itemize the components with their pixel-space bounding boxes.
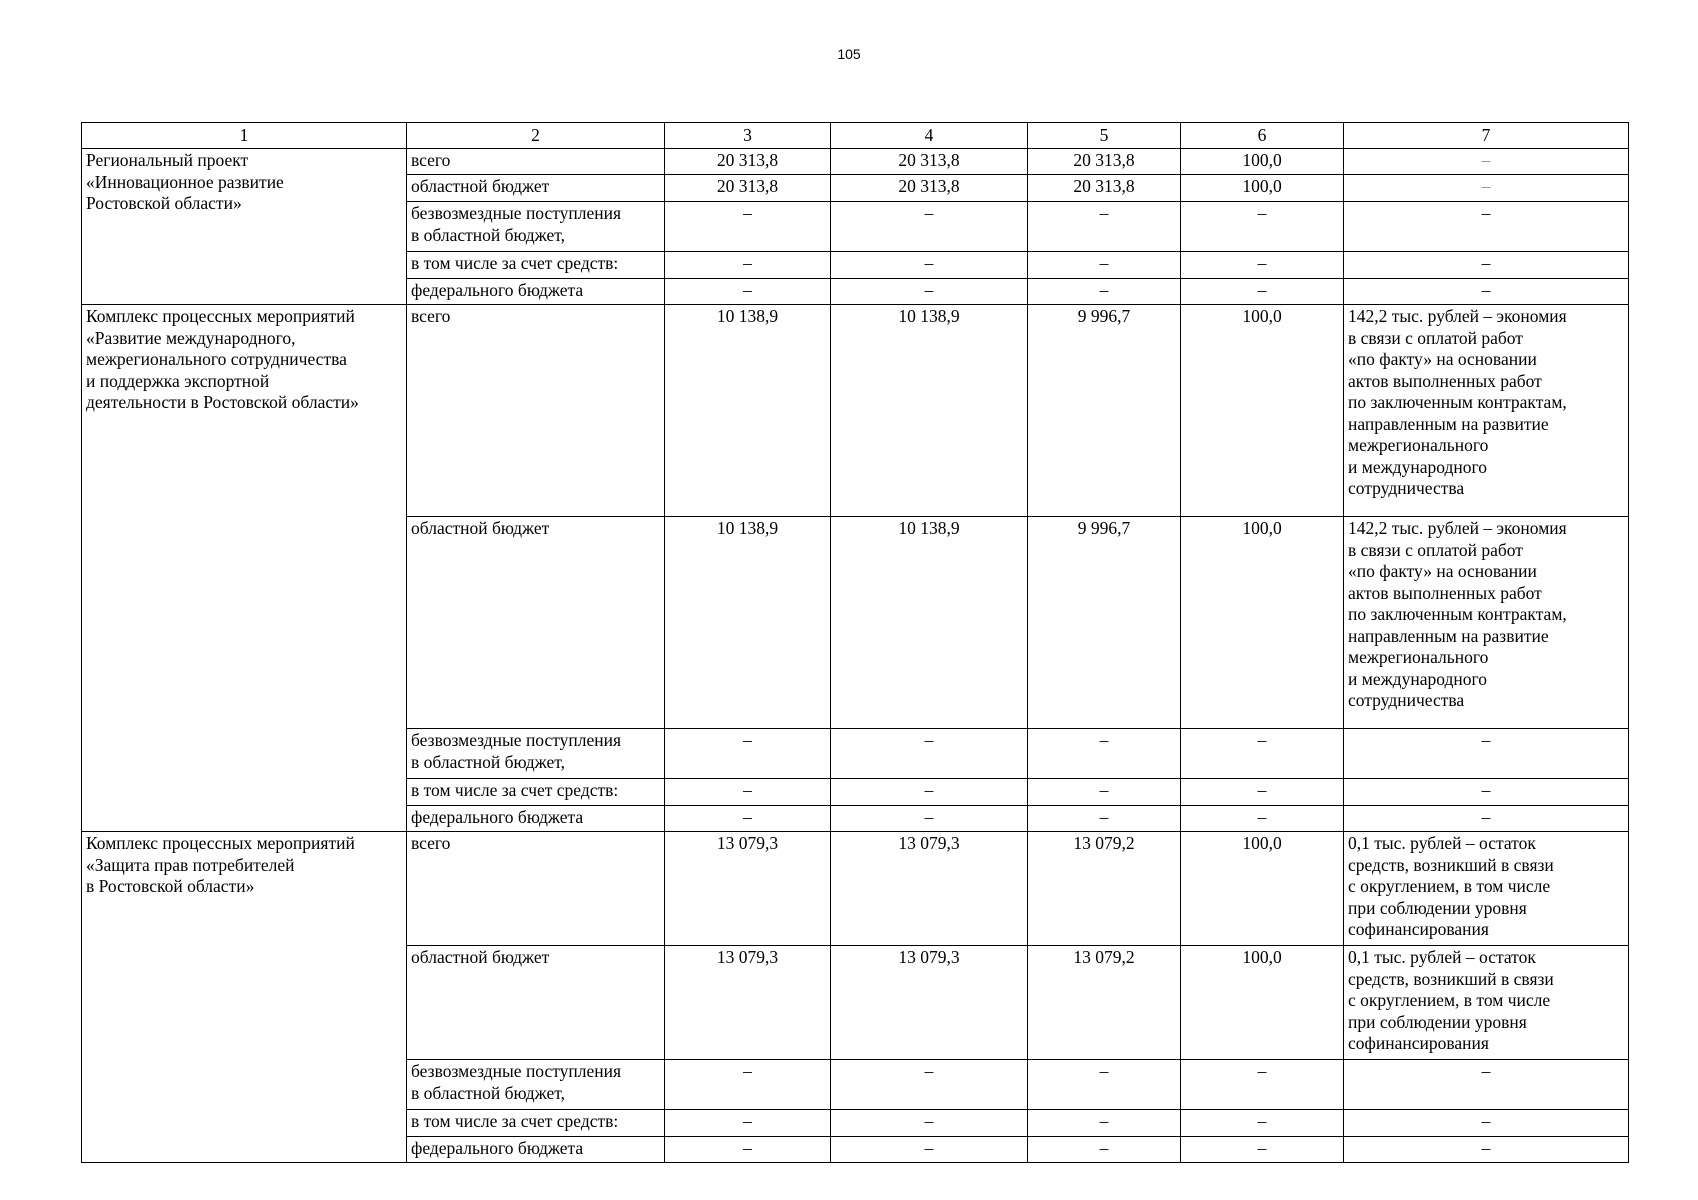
value-cell-c4: – <box>831 729 1028 779</box>
value-cell-c6: – <box>1181 779 1344 806</box>
column-header: 5 <box>1028 123 1181 149</box>
value-cell-c5: – <box>1028 1110 1181 1137</box>
value-cell-c4: – <box>831 806 1028 832</box>
value-cell-c5: 13 079,2 <box>1028 946 1181 1060</box>
value-cell-c6: 100,0 <box>1181 946 1344 1060</box>
value-cell-c6: – <box>1181 202 1344 252</box>
value-cell-c3: – <box>665 1060 831 1110</box>
value-cell-c6: – <box>1181 279 1344 305</box>
value-cell-c4: – <box>831 1137 1028 1163</box>
value-cell-c3: – <box>665 806 831 832</box>
note-cell: 0,1 тыс. рублей – остаток средств, возникший в связи с округлением, в том числе при соблюдении уровня софинансирования <box>1344 946 1629 1060</box>
value-cell-c6: – <box>1181 1060 1344 1110</box>
value-cell-c3: 20 313,8 <box>665 149 831 175</box>
value-cell-c5: 20 313,8 <box>1028 149 1181 175</box>
table-row <box>82 149 1629 175</box>
value-cell-c6: – <box>1181 1110 1344 1137</box>
value-cell-c6: – <box>1181 729 1344 779</box>
value-cell-c3: 13 079,3 <box>665 946 831 1060</box>
value-cell-c3: – <box>665 279 831 305</box>
column-header: 3 <box>665 123 831 149</box>
value-cell-c5: – <box>1028 252 1181 279</box>
value-cell-c4: 13 079,3 <box>831 946 1028 1060</box>
column-header: 7 <box>1344 123 1629 149</box>
value-cell-c3: – <box>665 779 831 806</box>
value-cell-c6: 100,0 <box>1181 305 1344 517</box>
note-cell: – <box>1344 1137 1629 1163</box>
value-cell-c4: – <box>831 252 1028 279</box>
value-cell-c6: 100,0 <box>1181 832 1344 946</box>
value-cell-c4: 13 079,3 <box>831 832 1028 946</box>
value-cell-c5: – <box>1028 1137 1181 1163</box>
funding-source-label: федерального бюджета <box>407 279 665 305</box>
note-cell: – <box>1344 729 1629 779</box>
value-cell-c5: – <box>1028 806 1181 832</box>
value-cell-c4: 20 313,8 <box>831 175 1028 202</box>
funding-source-label: областной бюджет <box>407 517 665 729</box>
value-cell-c6: 100,0 <box>1181 175 1344 202</box>
table-row <box>82 832 1629 946</box>
note-cell: – <box>1344 1110 1629 1137</box>
value-cell-c3: – <box>665 202 831 252</box>
value-cell-c5: – <box>1028 202 1181 252</box>
funding-source-label: областной бюджет <box>407 946 665 1060</box>
note-cell: – <box>1344 806 1629 832</box>
header-row <box>82 123 1629 149</box>
page-number: 105 <box>837 46 861 62</box>
value-cell-c5: 9 996,7 <box>1028 305 1181 517</box>
note-cell: – <box>1344 1060 1629 1110</box>
value-cell-c5: 20 313,8 <box>1028 175 1181 202</box>
note-cell: – <box>1344 252 1629 279</box>
column-header: 4 <box>831 123 1028 149</box>
value-cell-c5: 13 079,2 <box>1028 832 1181 946</box>
value-cell-c3: – <box>665 252 831 279</box>
funding-source-label: всего <box>407 832 665 946</box>
funding-source-label: всего <box>407 149 665 175</box>
value-cell-c6: – <box>1181 1137 1344 1163</box>
section-name: Региональный проект «Инновационное развитие Ростовской области» <box>82 149 407 305</box>
table-row <box>82 305 1629 517</box>
value-cell-c5: – <box>1028 1060 1181 1110</box>
funding-source-label: областной бюджет <box>407 175 665 202</box>
value-cell-c4: – <box>831 279 1028 305</box>
report-table <box>81 122 1629 1163</box>
value-cell-c3: 10 138,9 <box>665 517 831 729</box>
value-cell-c3: 13 079,3 <box>665 832 831 946</box>
value-cell-c3: – <box>665 1137 831 1163</box>
funding-source-label: безвозмездные поступления в областной бюджет, <box>407 202 665 252</box>
funding-source-label: в том числе за счет средств: <box>407 779 665 806</box>
column-header: 1 <box>82 123 407 149</box>
funding-source-label: федерального бюджета <box>407 806 665 832</box>
section-name: Комплекс процессных мероприятий «Защита прав потребителей в Ростовской области» <box>82 832 407 1163</box>
note-cell: – <box>1344 149 1629 175</box>
funding-source-label: всего <box>407 305 665 517</box>
value-cell-c4: – <box>831 1060 1028 1110</box>
value-cell-c4: 10 138,9 <box>831 517 1028 729</box>
note-cell: – <box>1344 779 1629 806</box>
section-name: Комплекс процессных мероприятий «Развитие международного, межрегионального сотрудничества и поддержка экспортной деятельности в Ростовской области» <box>82 305 407 832</box>
value-cell-c6: 100,0 <box>1181 517 1344 729</box>
note-cell: 142,2 тыс. рублей – экономия в связи с оплатой работ «по факту» на основании актов выполненных работ по заключенным контрактам, направленным на развитие межрегионального и международного сотрудничества <box>1344 517 1629 729</box>
column-header: 2 <box>407 123 665 149</box>
value-cell-c6: 100,0 <box>1181 149 1344 175</box>
note-cell: – <box>1344 279 1629 305</box>
value-cell-c3: 20 313,8 <box>665 175 831 202</box>
funding-source-label: федерального бюджета <box>407 1137 665 1163</box>
value-cell-c3: – <box>665 1110 831 1137</box>
value-cell-c3: – <box>665 729 831 779</box>
column-header: 6 <box>1181 123 1344 149</box>
note-cell: – <box>1344 175 1629 202</box>
value-cell-c4: 20 313,8 <box>831 149 1028 175</box>
note-cell: – <box>1344 202 1629 252</box>
value-cell-c4: – <box>831 779 1028 806</box>
value-cell-c5: – <box>1028 729 1181 779</box>
funding-source-label: безвозмездные поступления в областной бюджет, <box>407 729 665 779</box>
value-cell-c5: – <box>1028 779 1181 806</box>
value-cell-c4: 10 138,9 <box>831 305 1028 517</box>
note-cell: 0,1 тыс. рублей – остаток средств, возникший в связи с округлением, в том числе при соблюдении уровня софинансирования <box>1344 832 1629 946</box>
value-cell-c6: – <box>1181 252 1344 279</box>
value-cell-c3: 10 138,9 <box>665 305 831 517</box>
value-cell-c5: – <box>1028 279 1181 305</box>
value-cell-c5: 9 996,7 <box>1028 517 1181 729</box>
funding-source-label: безвозмездные поступления в областной бюджет, <box>407 1060 665 1110</box>
funding-source-label: в том числе за счет средств: <box>407 252 665 279</box>
value-cell-c6: – <box>1181 806 1344 832</box>
note-cell: 142,2 тыс. рублей – экономия в связи с оплатой работ «по факту» на основании актов выполненных работ по заключенным контрактам, направленным на развитие межрегионального и международного сотрудничества <box>1344 305 1629 517</box>
value-cell-c4: – <box>831 1110 1028 1137</box>
value-cell-c4: – <box>831 202 1028 252</box>
funding-source-label: в том числе за счет средств: <box>407 1110 665 1137</box>
